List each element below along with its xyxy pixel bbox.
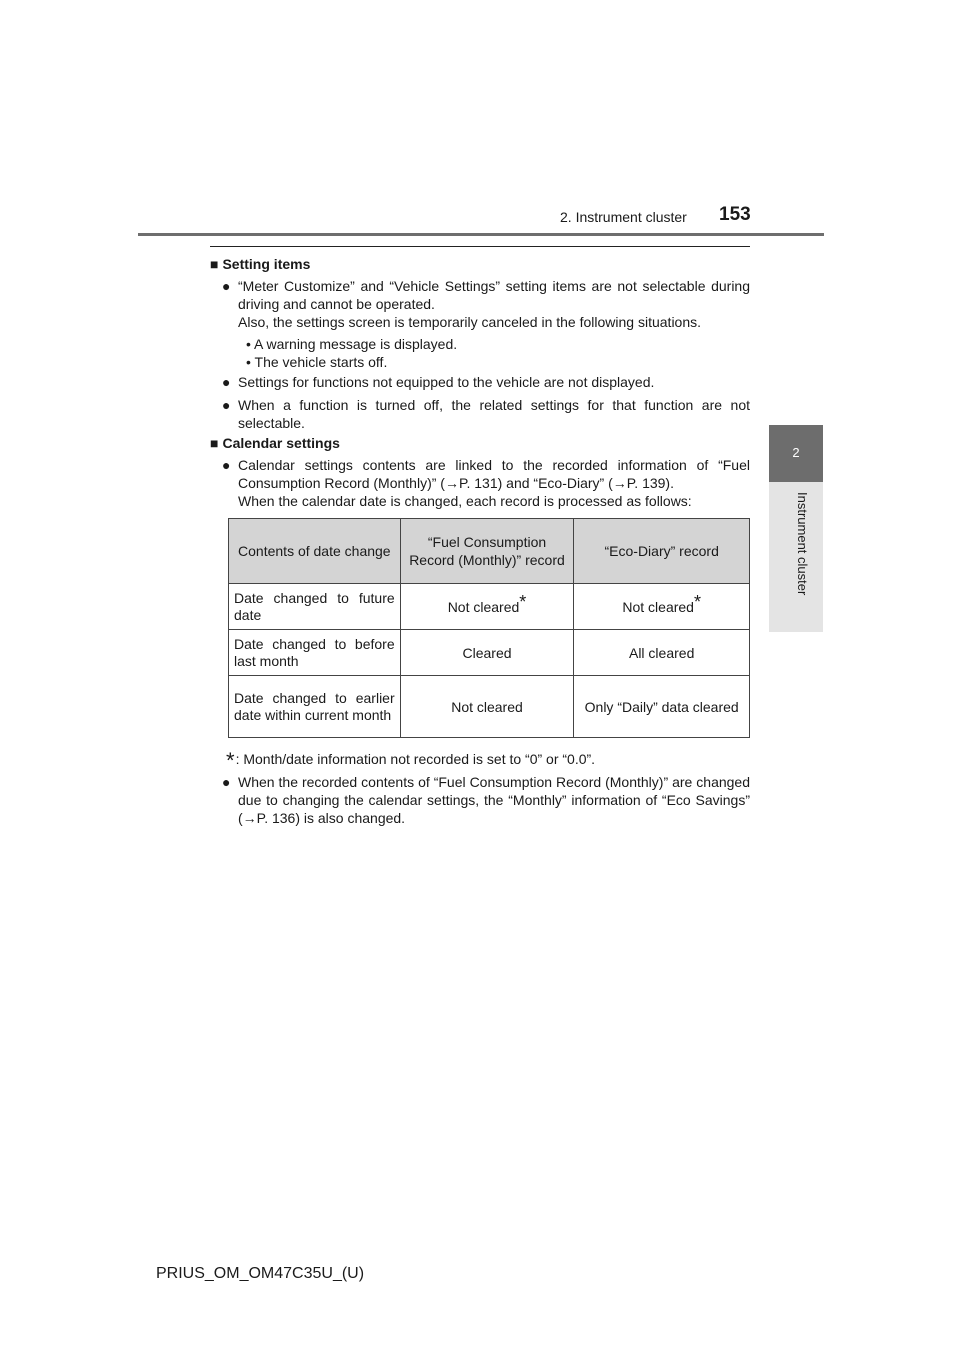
circle-bullet-icon: ● [222, 278, 231, 294]
table-cell: Date changed to future date [229, 584, 401, 630]
cell-text: Not cleared [447, 598, 520, 615]
table-cell: All cleared [574, 630, 750, 676]
table-cell: Date changed to before last month [229, 630, 401, 676]
list-item [222, 396, 750, 432]
list-item-text: When a function is turned off, the related settings for that function are not selectable. [238, 397, 750, 431]
table-cell [574, 584, 750, 630]
table-header-cell: “Fuel Consumption Record (Monthly)” record [400, 519, 574, 584]
footnote-text: : Month/date information not recorded is set to “0” or “0.0”. [235, 751, 596, 767]
cell-text: Not cleared [622, 598, 694, 615]
list-item [222, 773, 750, 827]
chapter-tab [769, 425, 823, 482]
heading-text: Calendar settings [222, 435, 340, 451]
square-bullet-icon: ■ [210, 435, 219, 451]
table-cell: Cleared [400, 630, 574, 676]
footnote-star: * [226, 748, 235, 773]
sub-item: • The vehicle starts off. [246, 354, 388, 370]
setting-items-heading [210, 256, 310, 272]
chapter-label: Instrument cluster [795, 492, 810, 596]
circle-bullet-icon: ● [222, 374, 231, 390]
table-cell: Not cleared [400, 676, 574, 738]
footnote [226, 744, 596, 773]
table-header-row [229, 519, 750, 584]
circle-bullet-icon: ● [222, 774, 231, 790]
list-item-text: Settings for functions not equipped to the vehicle are not displayed. [238, 374, 655, 390]
table-header-cell: Contents of date change [229, 519, 401, 584]
footnote-star: * [693, 591, 701, 612]
table-cell: Only “Daily” data cleared [574, 676, 750, 738]
list-item-text: “Meter Customize” and “Vehicle Settings” setting items are not selectable during driving and cannot be operated. [238, 278, 750, 312]
list-item [222, 277, 750, 313]
document-code: PRIUS_OM_OM47C35U_(U) [156, 1265, 365, 1282]
square-bullet-icon: ■ [210, 256, 219, 272]
header-rule [138, 233, 824, 236]
circle-bullet-icon: ● [222, 457, 231, 473]
table-header-cell: “Eco-Diary” record [574, 519, 750, 584]
footnote-star: * [519, 591, 527, 612]
list-item-continuation: Also, the settings screen is temporarily canceled in the following situations. [238, 314, 702, 330]
page-number: 153 [719, 204, 751, 225]
list-item-text: Calendar settings contents are linked to the recorded information of “Fuel Consumption Record (Monthly)” (→P. 131) and “Eco-Diary” (→P. 139). [238, 457, 750, 491]
chapter-number: 2 [792, 445, 800, 460]
header-section-title: 2. Instrument cluster [560, 209, 687, 225]
list-item-continuation: When the calendar date is changed, each record is processed as follows: [238, 493, 692, 509]
heading-text: Setting items [222, 256, 311, 272]
list-item [222, 373, 750, 391]
content-rule [210, 246, 750, 247]
table-row [229, 676, 750, 738]
calendar-settings-heading [210, 435, 340, 451]
sub-item: • A warning message is displayed. [246, 336, 458, 352]
table-row [229, 584, 750, 630]
list-item-text: When the recorded contents of “Fuel Consumption Record (Monthly)” are changed due to changing the calendar settings, the “Monthly” information of “Eco Savings” (→P. 136) is also changed. [238, 774, 750, 826]
table-cell [400, 584, 574, 630]
circle-bullet-icon: ● [222, 397, 231, 413]
record-table [228, 518, 750, 738]
list-item [222, 456, 750, 492]
table-row [229, 630, 750, 676]
table-cell: Date changed to earlier date within current month [229, 676, 401, 738]
